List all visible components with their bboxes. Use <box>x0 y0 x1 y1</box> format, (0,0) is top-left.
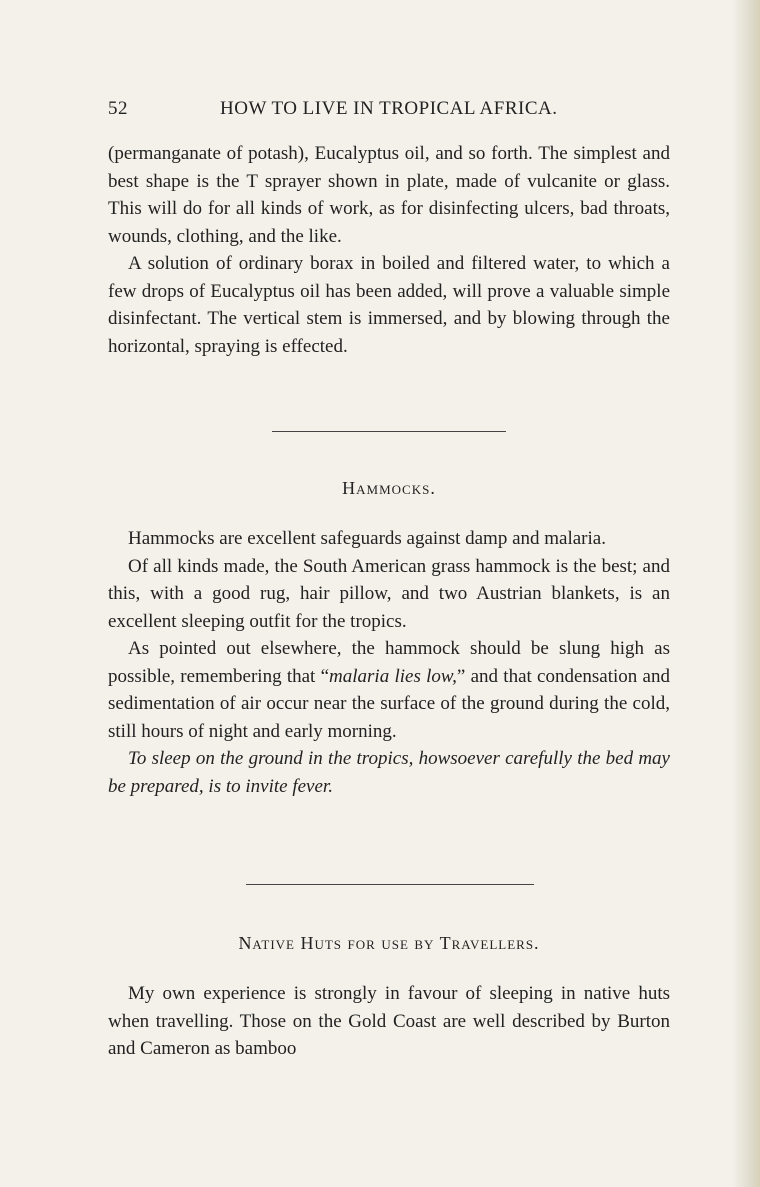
paragraph-sleep-warning: To sleep on the ground in the tropics, howsoever carefully the bed may be prepared, is to invite fever. <box>108 748 670 797</box>
section-hammocks <box>108 525 670 800</box>
section-native-huts <box>108 980 670 1063</box>
paragraph-sprayer: (permanganate of potash), Eucalyptus oil, and so forth. The simplest and best shape is the T sprayer shown in plate, made of vulcanite or glass. This will do for all kinds of work, as for disinfecting ulcers, bad throats, wounds, clothing, and the like. <box>108 143 670 247</box>
section-divider-2 <box>246 884 534 885</box>
paragraph-grass-hammock: Of all kinds made, the South American grass hammock is the best; and this, with a good rug, hair pillow, and two Austrian blankets, is an excellent sleeping outfit for the tropics. <box>108 555 670 632</box>
paragraph-native-huts: My own experience is strongly in favour of sleeping in native huts when travelling. Those on the Gold Coast are well described by Burton and Cameron as bamboo <box>108 983 670 1059</box>
paragraph-hammocks-safeguard: Hammocks are excellent safeguards against damp and malaria. <box>128 528 606 549</box>
heading-hammocks: Hammocks. <box>342 478 436 498</box>
running-title: HOW TO LIVE IN TROPICAL AFRICA. <box>220 98 558 119</box>
section-divider <box>272 431 506 432</box>
malaria-quote: malaria lies low, <box>329 665 457 687</box>
heading-native-huts: Native Huts for use by Travellers. <box>238 933 540 953</box>
running-head <box>108 98 668 124</box>
page-edge-shadow <box>732 0 760 1187</box>
slung-high-text-start: As pointed out elsewhere, the hammock should be slung high as possible, remembering that “ <box>108 638 670 687</box>
page-number: 52 <box>108 98 128 119</box>
paragraph-borax: A solution of ordinary borax in boiled and filtered water, to which a few drops of Eucalyptus oil has been added, will prove a valuable simple disinfectant. The vertical stem is immersed, and by blowing through the horizontal, spraying is effected. <box>108 253 670 357</box>
slung-high-text-end: ” and that condensation and sedimentation of air occur near the surface of the ground during the cold, still hours of night and early morning. <box>108 665 670 742</box>
section-disinfectants <box>108 140 670 360</box>
paragraph-slung-high <box>108 635 670 745</box>
